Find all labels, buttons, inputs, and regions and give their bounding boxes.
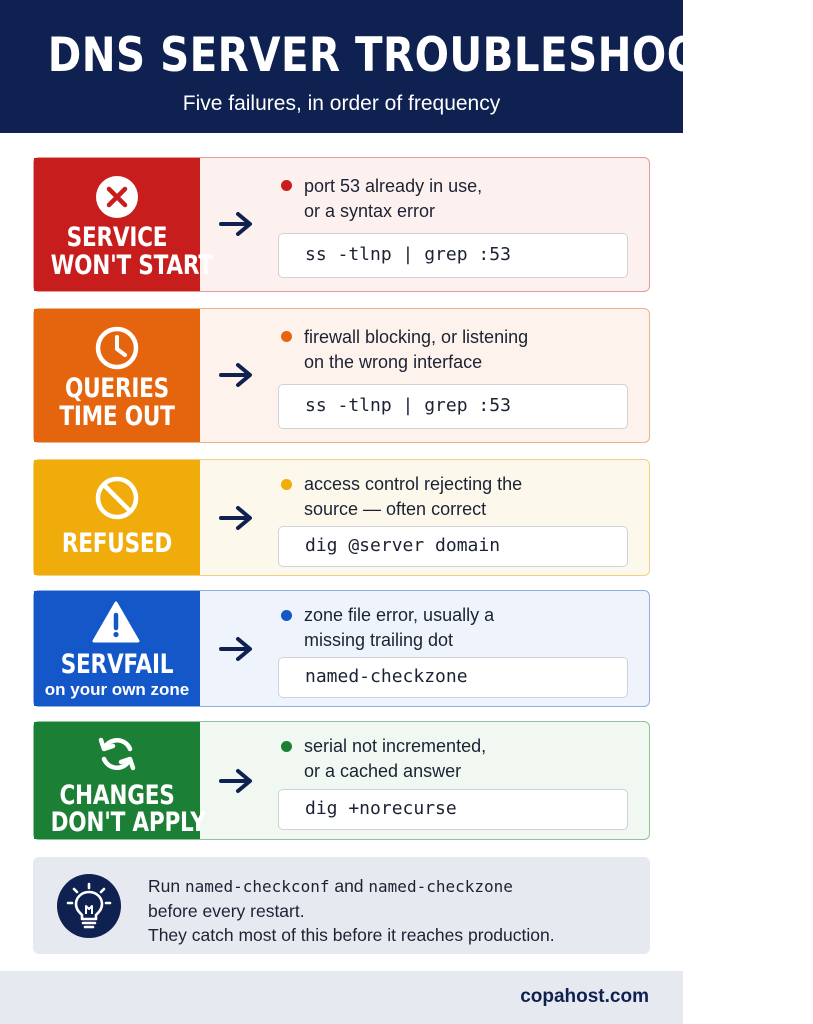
arrow-right-icon <box>218 362 254 388</box>
failure-description-line: firewall blocking, or listening <box>304 327 529 347</box>
tip-box <box>33 857 650 954</box>
command-box: dig +norecurse <box>278 789 628 830</box>
failure-label-line: DON'T APPLY <box>50 807 206 838</box>
page-title: DNS SERVER TROUBLESHOOTING <box>47 28 813 83</box>
tip-line-3: They catch most of this before it reaches production. <box>148 925 555 945</box>
failure-label-line: CHANGES <box>59 780 175 811</box>
command-box: named-checkzone <box>278 657 628 698</box>
arrow-right-icon <box>218 505 254 531</box>
bullet-dot <box>281 479 292 490</box>
arrow-right-icon <box>218 636 254 662</box>
failure-label-panel <box>34 460 200 575</box>
failure-description-line: or a syntax error <box>304 201 436 221</box>
failure-description-line: access control rejecting the <box>304 474 523 494</box>
failure-label-line: SERVICE <box>66 222 168 253</box>
footer <box>0 971 683 1024</box>
bullet-dot <box>281 741 292 752</box>
command-box: ss -tlnp | grep :53 <box>278 384 628 429</box>
failure-description-line: serial not incremented, <box>304 736 487 756</box>
warning-triangle-icon <box>92 600 140 644</box>
failure-row-queries-time-out <box>33 308 650 443</box>
command-box: ss -tlnp | grep :53 <box>278 233 628 278</box>
failure-row-servfail <box>33 590 650 707</box>
prohibited-icon <box>95 476 139 520</box>
bullet-dot <box>281 331 292 342</box>
brand-name: copahost.com <box>520 986 649 1007</box>
failure-description-line: or a cached answer <box>304 761 462 781</box>
bullet-dot <box>281 610 292 621</box>
tip-text: Run <box>148 876 185 896</box>
failure-label-line: QUERIES <box>65 373 169 404</box>
failure-description-line: zone file error, usually a <box>304 605 495 625</box>
failure-description-line: missing trailing dot <box>304 630 454 650</box>
tip-line-2: before every restart. <box>148 901 305 921</box>
lightbulb-icon <box>57 874 121 938</box>
failure-label-panel <box>34 722 206 839</box>
failure-label-panel <box>34 591 200 706</box>
tip-code: named-checkconf <box>184 877 330 896</box>
failure-description-line: port 53 already in use, <box>304 176 483 196</box>
clock-icon <box>95 326 139 370</box>
failure-label-line: SERVFAIL <box>60 649 174 680</box>
arrow-right-icon <box>218 768 254 794</box>
x-circle-icon <box>95 175 139 219</box>
tip-line-1 <box>148 876 513 897</box>
failure-row-refused <box>33 459 650 576</box>
refresh-icon <box>95 732 139 776</box>
failure-label-line: TIME OUT <box>59 401 175 432</box>
failure-label-panel <box>34 309 200 442</box>
failure-label-panel <box>34 158 213 291</box>
arrow-right-icon <box>218 211 254 237</box>
failure-label-line: WON'T START <box>50 250 213 281</box>
failure-label-line: REFUSED <box>61 528 173 559</box>
header-banner <box>0 0 813 133</box>
bullet-dot <box>281 180 292 191</box>
failure-row-changes-dont-apply <box>33 721 650 840</box>
tip-text: and <box>329 876 369 896</box>
failure-description-line: on the wrong interface <box>304 352 483 372</box>
failure-description-line: source — often correct <box>304 499 487 519</box>
page-subtitle: Five failures, in order of frequency <box>182 92 501 115</box>
tip-code: named-checkzone <box>368 877 513 896</box>
failure-sublabel: on your own zone <box>44 680 190 699</box>
command-box: dig @server domain <box>278 526 628 567</box>
failure-row-service-wont-start <box>33 157 650 292</box>
